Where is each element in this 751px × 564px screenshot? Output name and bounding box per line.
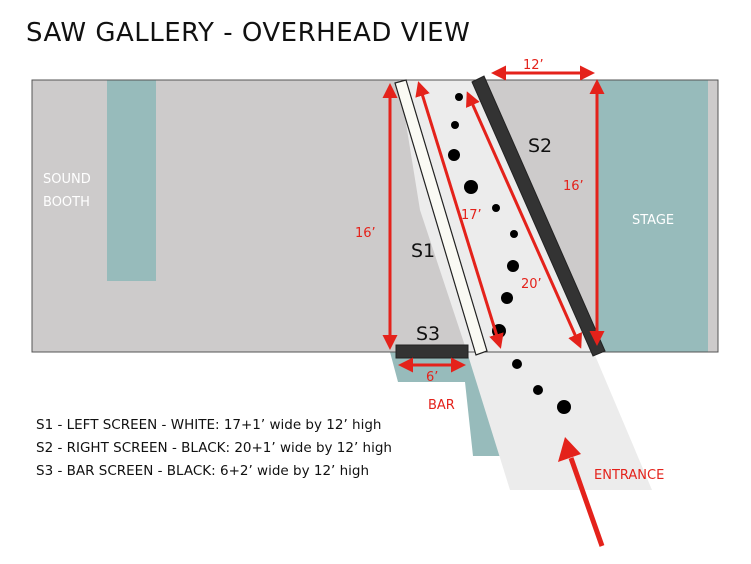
dot [507, 260, 519, 272]
dot [448, 149, 460, 161]
screen-s1-label: S1 [411, 240, 436, 262]
s2-length-label: 20’ [521, 277, 542, 292]
entrance-label: ENTRANCE [594, 468, 665, 483]
dot [455, 93, 463, 101]
sound-booth-label-line2: BOOTH [43, 195, 90, 210]
dot [464, 180, 478, 194]
dot [451, 121, 459, 129]
legend-s2: S2 - RIGHT SCREEN - BLACK: 20+1’ wide by 12’ high [36, 440, 392, 456]
dot [501, 292, 513, 304]
sound-booth-label-line1: SOUND [43, 172, 91, 187]
s1-length-label: 17’ [461, 208, 482, 223]
dot [557, 400, 571, 414]
dot [512, 359, 522, 369]
page-title: SAW GALLERY - OVERHEAD VIEW [26, 18, 471, 48]
legend-s3: S3 - BAR SCREEN - BLACK: 6+2’ wide by 12’ high [36, 463, 370, 479]
screen-s2-label: S2 [528, 135, 553, 157]
stage-label: STAGE [632, 213, 675, 228]
legend-s1: S1 - LEFT SCREEN - WHITE: 17+1’ wide by 12’ high [36, 417, 382, 433]
dot [533, 385, 543, 395]
bar-label: BAR [428, 398, 455, 413]
top-width-label: 12’ [523, 58, 544, 73]
right-height-label: 16’ [563, 179, 584, 194]
screen-s3-black [396, 345, 468, 358]
sound-booth-area [107, 80, 156, 281]
dot [492, 204, 500, 212]
screen-s3-label: S3 [416, 323, 441, 345]
left-height-label: 16’ [355, 226, 376, 241]
s3-width-label: 6’ [426, 370, 439, 385]
dot [510, 230, 518, 238]
